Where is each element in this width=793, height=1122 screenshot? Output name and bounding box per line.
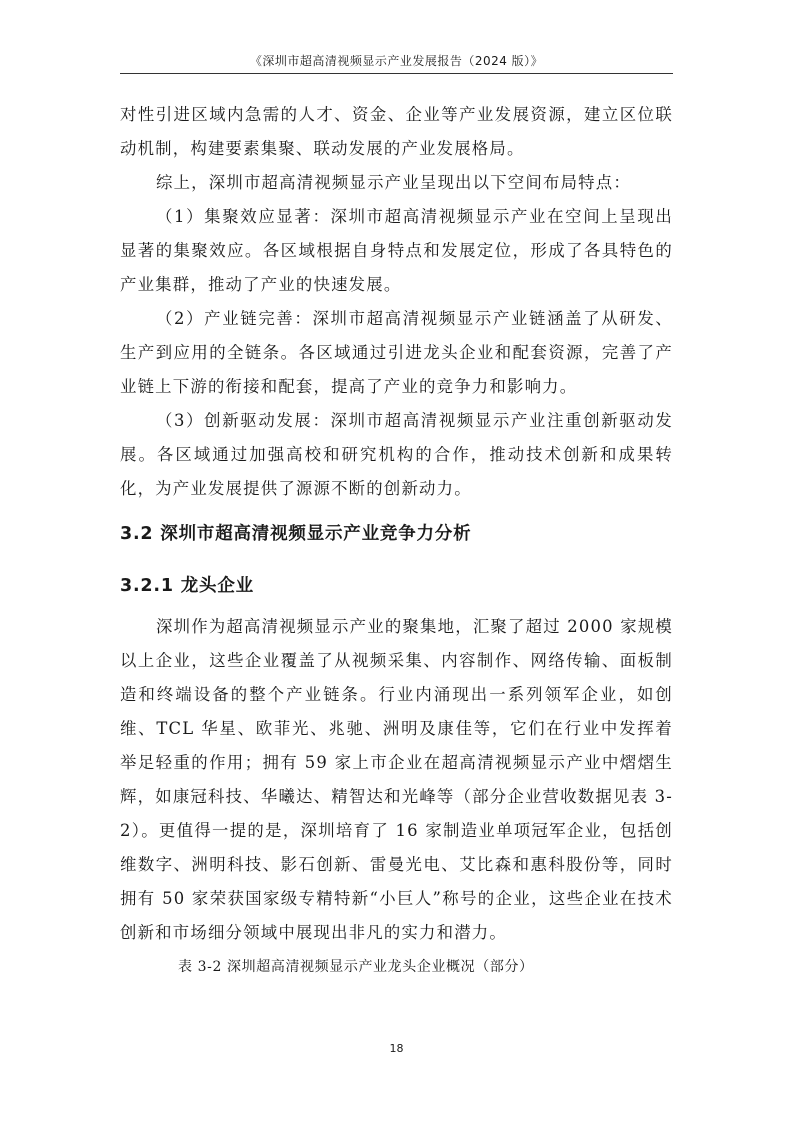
paragraph: 综上，深圳市超高清视频显示产业呈现出以下空间布局特点： [156,173,631,192]
body-text [120,98,673,982]
running-header: 《深圳市超高清视频显示产业发展报告（2024 版）》 [249,54,544,68]
list-item: （2）产业链完善：深圳市超高清视频显示产业链涵盖了从研发、生产到应用的全链条。各区域通过引进龙头企业和配套资源，完善了产业链上下游的衔接和配套，提高了产业的竞争力和影响力。 [120,309,673,396]
list-item: （1）集聚效应显著：深圳市超高清视频显示产业在空间上呈现出显著的集聚效应。各区域根据自身特点和发展定位，形成了各具特色的产业集群，推动了产业的快速发展。 [120,207,673,294]
paragraph: 对性引进区域内急需的人才、资金、企业等产业发展资源，建立区位联动机制，构建要素集聚、联动发展的产业发展格局。 [120,105,673,158]
table-caption: 表 3-2 深圳超高清视频显示产业龙头企业概况（部分） [178,959,534,975]
page-number: 18 [389,1042,404,1055]
section-heading: 3.2 深圳市超高清视频显示产业竞争力分析 [120,524,472,544]
list-item: （3）创新驱动发展：深圳市超高清视频显示产业注重创新驱动发展。各区域通过加强高校和研究机构的合作，推动技术创新和成果转化，为产业发展提供了源源不断的创新动力。 [120,411,673,498]
header-divider [120,73,673,74]
paragraph: 深圳作为超高清视频显示产业的聚集地，汇聚了超过 2000 家规模以上企业，这些企业覆盖了从视频采集、内容制作、网络传输、面板制造和终端设备的整个产业链条。行业内涌现出一系列领军企业，如创维、TCL 华星、欧菲光、兆驰、洲明及康佳等，它们在行业中发挥着举足轻重的作用；拥有 59 家上市企业在超高清视频显示产业中熠熠生辉，如康冠科技、华曦达、精智达和光峰等（部分企业营收数据见表 3-2）。更值得一提的是，深圳培育了 16 家制造业单项冠军企业，包括创维数字、洲明科技、影石创新、雷曼光电、艾比森和惠科股份等，同时拥有 50 家荣获国家级专精特新“小巨人”称号的企业，这些企业在技术创新和市场细分领域中展现出非凡的实力和潜力。 [120,617,673,942]
subsection-heading: 3.2.1 龙头企业 [120,576,254,596]
